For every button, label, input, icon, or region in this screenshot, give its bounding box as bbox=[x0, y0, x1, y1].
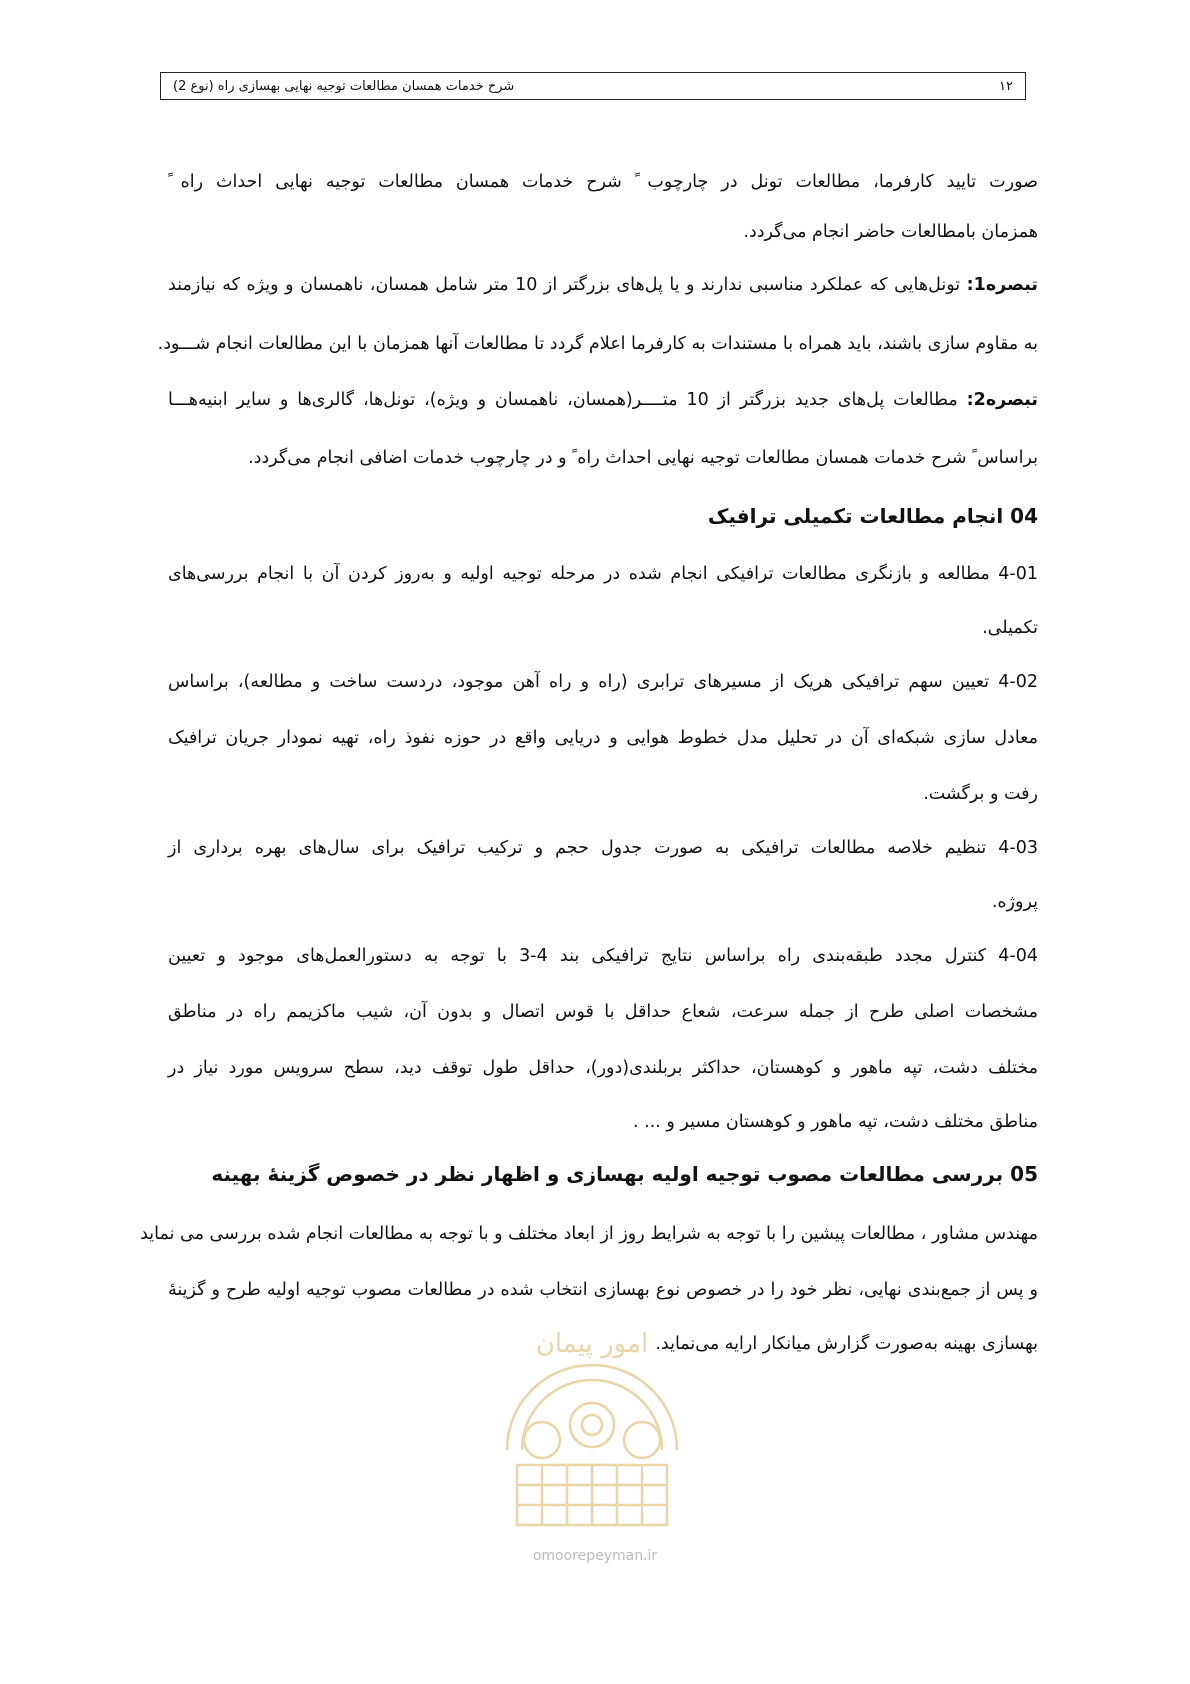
paragraph-line: مهندس مشاور ، مطالعات پیشین را با توجه به شرایط روز از ابعاد مختلف و با توجه به مطالعات انجام شده بررسی می نماید bbox=[140, 1224, 1038, 1244]
note-2-label: تبصره2: bbox=[966, 390, 1038, 410]
paragraph-line: صورت تایید کارفرما، مطالعات تونل در چارچوب ً شرح خدمات همسان مطالعات توجیه نهایی احداث راه ً bbox=[168, 172, 1038, 192]
paragraph-line: بهسازی بهینه به‌صورت گزارش میانکار ارایه می‌نماید. bbox=[655, 1334, 1038, 1354]
item-4-01-line: تکمیلی. bbox=[982, 618, 1038, 638]
item-4-02-line: 4-02 تعیین سهم ترافیکی هریک از مسیرهای ترابری (راه و راه آهن موجود، دردست ساخت و مطالعه)، براساس bbox=[168, 672, 1038, 692]
section-heading-05: 05 بررسی مطالعات مصوب توجیه اولیه بهسازی و اظهار نظر در خصوص گزینۀ بهینه bbox=[211, 1162, 1038, 1186]
paragraph-line: به مقاوم سازی باشند، باید همراه با مستندات به کارفرما اعلام گردد تا مطالعات آنها همزمان با این مطالعات انجام شـــود. bbox=[157, 334, 1038, 354]
watermark-logo bbox=[487, 1300, 697, 1540]
paragraph-line: همزمان بامطالعات حاضر انجام می‌گردد. bbox=[743, 222, 1038, 242]
watermark-logo-text: امور پیمان bbox=[535, 1329, 649, 1359]
note-2-text: مطالعات پل‌های جدید بزرگتر از 10 متــــر(همسان، ناهمسان و ویژه)، تونل‌ها، گالری‌ها و سایر ابنیه‌هـــا bbox=[168, 390, 967, 410]
item-4-02-line: رفت و برگشت. bbox=[923, 784, 1038, 804]
item-4-04-line: 4-04 کنترل مجدد طبقه‌بندی راه براساس نتایج ترافیکی بند 4-3 با توجه به دستورالعمل‌های موجود و تعیین bbox=[168, 946, 1038, 966]
item-4-02-line: معادل سازی شبکه‌ای آن در تحلیل مدل خطوط هوایی و دریایی واقع در حوزه نفوذ راه، تهیه نمودار جریان ترافیک bbox=[168, 728, 1038, 748]
item-4-04-line: مختلف دشت، تپه ماهور و کوهستان، حداکثر بربلندی(دور)، حداقل طول توقف دید، سطح سرویس مورد نیاز در bbox=[168, 1058, 1038, 1078]
paragraph-line: و پس از جمع‌بندی نهایی، نظر خود را در خصوص نوع بهسازی انتخاب شده در مطالعات مصوب توجیه اولیه طرح و گزینۀ bbox=[168, 1280, 1038, 1300]
header-title: شرح خدمات همسان مطالعات توجیه نهایی بهسازی راه (نوع 2) bbox=[173, 78, 515, 94]
section-heading-04: 04 انجام مطالعات تکمیلی ترافیک bbox=[707, 504, 1038, 528]
watermark-site-url: omoorepeyman.ir bbox=[532, 1548, 658, 1564]
note-1-line bbox=[168, 273, 1038, 297]
page-number: ۱۲ bbox=[999, 78, 1013, 94]
item-4-04-line: مناطق مختلف دشت، تپه ماهور و کوهستان مسیر و ... . bbox=[633, 1112, 1038, 1132]
item-4-01-line: 4-01 مطالعه و بازنگری مطالعات ترافیکی انجام شده در مرحله توجیه اولیه و به‌روز کردن آن با انجام بررسی‌های bbox=[168, 564, 1038, 584]
note-1-text: تونل‌هایی که عملکرد مناسبی ندارند و یا پل‌های بزرگتر از 10 متر شامل همسان، ناهمسان و ویژه که نیازمند bbox=[168, 275, 967, 295]
paragraph-line: براساس ً شرح خدمات همسان مطالعات توجیه نهایی احداث راه ً و در چارچوب خدمات اضافی انجام می‌گردد. bbox=[248, 448, 1038, 468]
note-1-label: تبصره1: bbox=[966, 275, 1038, 295]
note-2-line bbox=[168, 388, 1038, 412]
item-4-03-line: پروژه. bbox=[991, 892, 1038, 912]
page-header bbox=[160, 72, 1026, 100]
item-4-04-line: مشخصات اصلی طرح از جمله سرعت، شعاع حداقل با قوس اتصال و بدون آن، شیب ماکزیمم راه در مناطق bbox=[168, 1002, 1038, 1022]
item-4-03-line: 4-03 تنظیم خلاصه مطالعات ترافیکی به صورت جدول حجم و ترکیب ترافیک برای سال‌های بهره برداری از bbox=[168, 838, 1038, 858]
